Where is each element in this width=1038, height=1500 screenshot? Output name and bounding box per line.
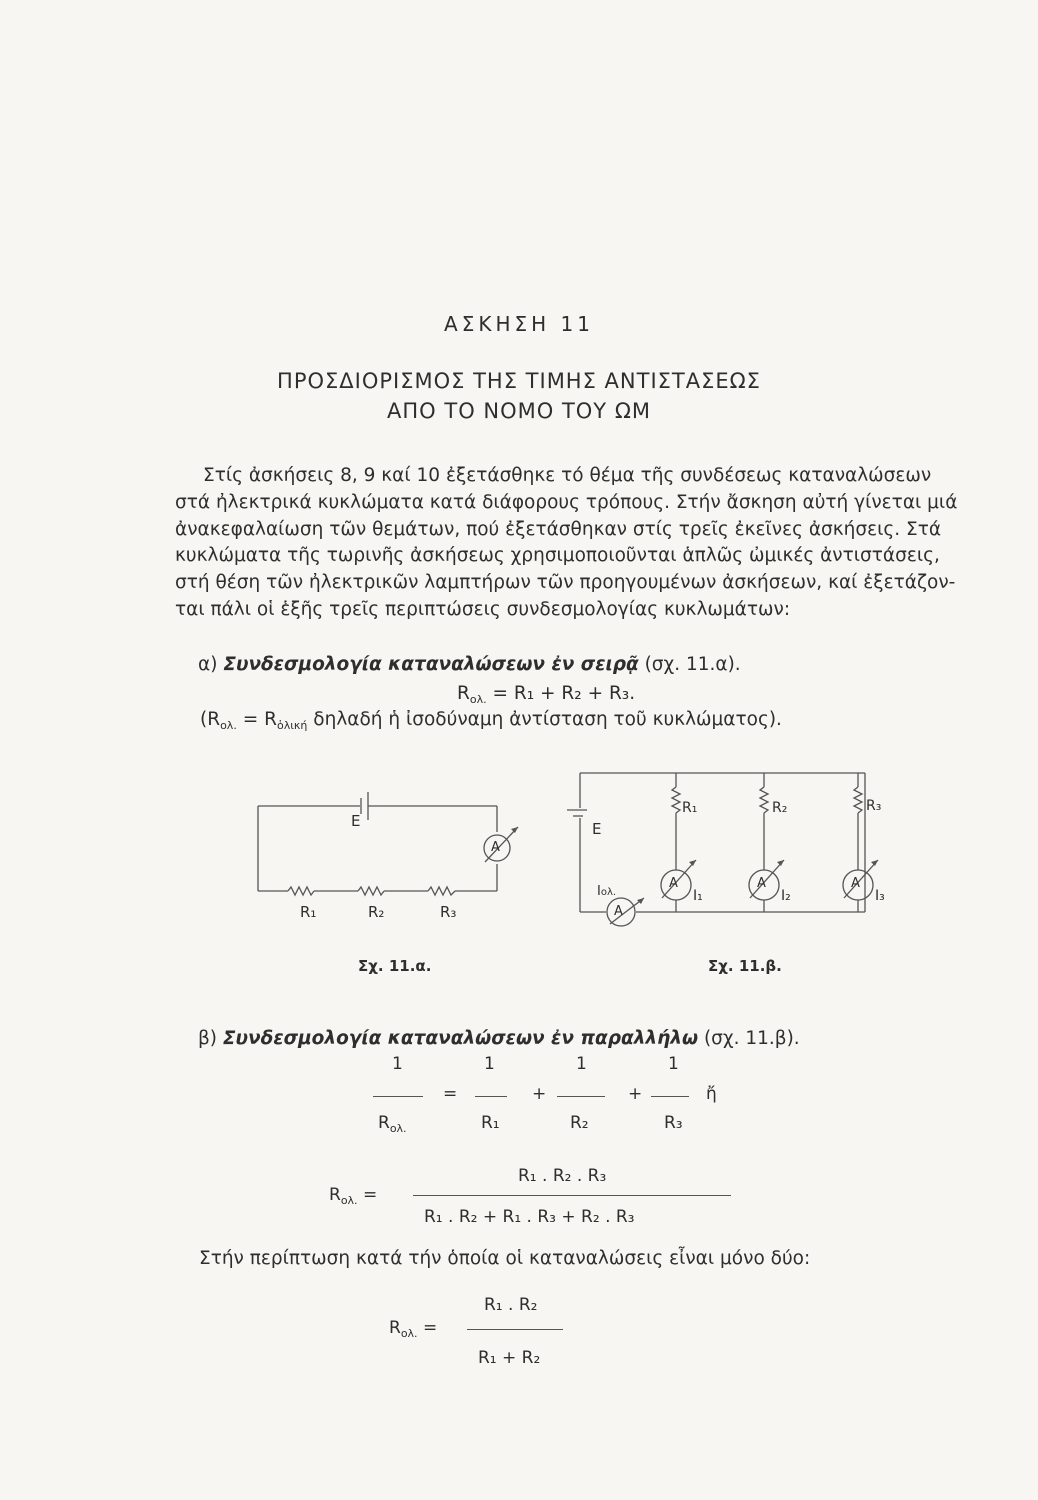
formula3-lhs bbox=[389, 1318, 437, 1338]
fraction-bar bbox=[467, 1329, 563, 1330]
equals-sign: = bbox=[362, 1185, 378, 1205]
series-heading-text: Συνδεσμολογία καταναλώσεων ἐν σειρᾷ bbox=[223, 654, 639, 675]
intro-line: κυκλώματα τῆς τωρινῆς ἀσκήσεως χρησιμοποιοῦνται ἁπλῶς ὠμικές ἀντιστάσεις, bbox=[175, 545, 940, 567]
resistor-r3 bbox=[854, 787, 862, 813]
fraction-bar bbox=[413, 1195, 731, 1196]
r-ol: R bbox=[378, 1113, 390, 1133]
meter-arrow-head bbox=[777, 860, 784, 866]
fig-a-r2-label: R₂ bbox=[368, 903, 385, 921]
meter-arrow-head bbox=[689, 860, 696, 866]
fig-b-meter-2-label: A bbox=[757, 876, 766, 891]
series-prefix: α) bbox=[198, 654, 218, 675]
fig-a-source-label: E bbox=[351, 812, 361, 830]
figure-11a bbox=[258, 792, 518, 895]
fig-a-caption: Σχ. 11.α. bbox=[358, 957, 432, 975]
fig-b-r2-label: R₂ bbox=[772, 800, 788, 816]
series-ref: (σχ. 11.α). bbox=[644, 654, 741, 675]
fraction-bar bbox=[373, 1096, 423, 1097]
two-resistor-text: Στήν περίπτωση κατά τήν ὁποία οἱ καταναλώσεις εἶναι μόνο δύο: bbox=[199, 1248, 811, 1269]
intro-line: στή θέση τῶν ἠλεκτρικῶν λαμπτήρων τῶν προηγουμένων ἀσκήσεων, καί ἐξετάζον- bbox=[175, 572, 956, 594]
i-total-sub: ολ. bbox=[600, 887, 617, 898]
frac-4-num: 1 bbox=[668, 1054, 679, 1074]
note-eq: = R bbox=[242, 709, 277, 730]
intro-line: στά ἠλεκτρικά κυκλώματα κατά διάφορους τρόπους. Στήν ἄσκηση αὐτή γίνεται μιά bbox=[175, 491, 958, 513]
exercise-heading: ΑΣΚΗΣΗ 11 bbox=[444, 312, 594, 336]
intro-line: ται πάλι οἱ ἑξῆς τρεῖς περιπτώσεις συνδεσμολογίας κυκλωμάτων: bbox=[175, 598, 791, 620]
formula-r: R bbox=[457, 683, 470, 704]
fig-b-i-total-label bbox=[597, 884, 616, 899]
fraction-bar bbox=[475, 1096, 507, 1097]
meter-arrow bbox=[662, 860, 696, 898]
subscript-olikh: ὁλική bbox=[276, 719, 308, 732]
note-text: δηλαδή ἡ ἰσοδύναμη ἀντίσταση τοῦ κυκλώματος). bbox=[313, 709, 782, 730]
title-line-1: ΠΡΟΣΔΙΟΡΙΣΜΟΣ ΤΗΣ ΤΙΜΗΣ ΑΝΤΙΣΤΑΣΕΩΣ bbox=[277, 369, 761, 393]
formula2-numerator: R₁ . R₂ . R₃ bbox=[518, 1166, 607, 1186]
series-formula bbox=[457, 683, 635, 704]
fraction-bar bbox=[557, 1096, 605, 1097]
fig-b-meter-total-label: A bbox=[614, 904, 623, 919]
plus-sign: + bbox=[628, 1084, 643, 1104]
meter-arrow-head bbox=[871, 860, 878, 866]
fig-a-r1-label: R₁ bbox=[300, 903, 317, 921]
subscript-ol: ολ. bbox=[220, 719, 237, 732]
fraction-bar bbox=[651, 1096, 689, 1097]
meter-arrow bbox=[750, 860, 784, 898]
title-line-2: ΑΠΟ ΤΟ ΝΟΜΟ ΤΟΥ ΩΜ bbox=[387, 399, 651, 423]
parallel-ref: (σχ. 11.β). bbox=[703, 1028, 800, 1049]
parallel-prefix: β) bbox=[198, 1028, 218, 1049]
fig-b-r1-label: R₁ bbox=[682, 800, 698, 816]
page-title bbox=[0, 366, 1038, 426]
or-word: ἤ bbox=[706, 1084, 717, 1104]
fig-b-i2-label: I₂ bbox=[781, 888, 791, 904]
fig-a-meter-label: A bbox=[491, 840, 500, 855]
meter-arrow-head bbox=[637, 898, 644, 904]
frac-3-num: 1 bbox=[576, 1054, 587, 1074]
fig-b-caption: Σχ. 11.β. bbox=[708, 957, 782, 975]
series-heading bbox=[198, 654, 741, 675]
formula2-lhs bbox=[329, 1185, 377, 1205]
fig-b-source-label: E bbox=[592, 820, 602, 838]
resistor-r1 bbox=[288, 887, 314, 895]
resistor-r2 bbox=[760, 787, 768, 813]
i-total: I bbox=[597, 884, 601, 899]
fig-b-i1-label: I₁ bbox=[693, 888, 703, 904]
intro-paragraph bbox=[175, 463, 958, 624]
intro-line: Στίς ἀσκήσεις 8, 9 καί 10 ἐξετάσθηκε τό θέμα τῆς συνδέσεως καταναλώσεων bbox=[203, 465, 932, 486]
resistor-r2 bbox=[358, 887, 384, 895]
resistor-r3 bbox=[428, 887, 455, 895]
frac-3-den: R₂ bbox=[570, 1113, 589, 1133]
equals-sign: = bbox=[443, 1084, 458, 1104]
parallel-heading bbox=[198, 1028, 800, 1049]
subscript-ol: ολ. bbox=[340, 1194, 358, 1207]
resistor-r1 bbox=[672, 787, 680, 813]
equals-sign: = bbox=[422, 1318, 438, 1338]
intro-line: ἀνακεφαλαίωση τῶν θεμάτων, πού ἐξετάσθηκαν στίς τρεῖς ἐκεῖνες ἀσκήσεις. Στά bbox=[175, 518, 942, 540]
subscript-ol: ολ. bbox=[389, 1122, 407, 1135]
fig-a-r3-label: R₃ bbox=[440, 903, 457, 921]
frac-2-den: R₁ bbox=[481, 1113, 500, 1133]
plus-sign: + bbox=[532, 1084, 547, 1104]
note-open: (R bbox=[200, 709, 221, 730]
fig-b-meter-1-label: A bbox=[669, 876, 678, 891]
parallel-heading-text: Συνδεσμολογία καταναλώσεων ἐν παραλλήλω bbox=[222, 1028, 699, 1049]
meter-arrow bbox=[485, 827, 518, 862]
fig-b-i3-label: I₃ bbox=[875, 888, 885, 904]
fig-b-r3-label: R₃ bbox=[866, 798, 882, 814]
formula3-denominator: R₁ + R₂ bbox=[478, 1348, 541, 1368]
subscript-ol: ολ. bbox=[469, 693, 487, 706]
series-note bbox=[200, 709, 782, 730]
frac-2-num: 1 bbox=[484, 1054, 495, 1074]
formula-rhs: = R₁ + R₂ + R₃. bbox=[492, 683, 636, 704]
meter-arrow bbox=[844, 860, 878, 898]
frac-4-den: R₃ bbox=[664, 1113, 683, 1133]
subscript-ol: ολ. bbox=[400, 1327, 418, 1340]
r-ol: R bbox=[329, 1185, 341, 1205]
frac-1-num: 1 bbox=[392, 1054, 403, 1074]
meter-arrow-head bbox=[511, 827, 518, 833]
r-ol: R bbox=[389, 1318, 401, 1338]
frac-1-den bbox=[378, 1113, 407, 1133]
formula3-numerator: R₁ . R₂ bbox=[484, 1295, 538, 1315]
fig-b-meter-3-label: A bbox=[851, 876, 860, 891]
formula2-denominator: R₁ . R₂ + R₁ . R₃ + R₂ . R₃ bbox=[424, 1207, 635, 1227]
